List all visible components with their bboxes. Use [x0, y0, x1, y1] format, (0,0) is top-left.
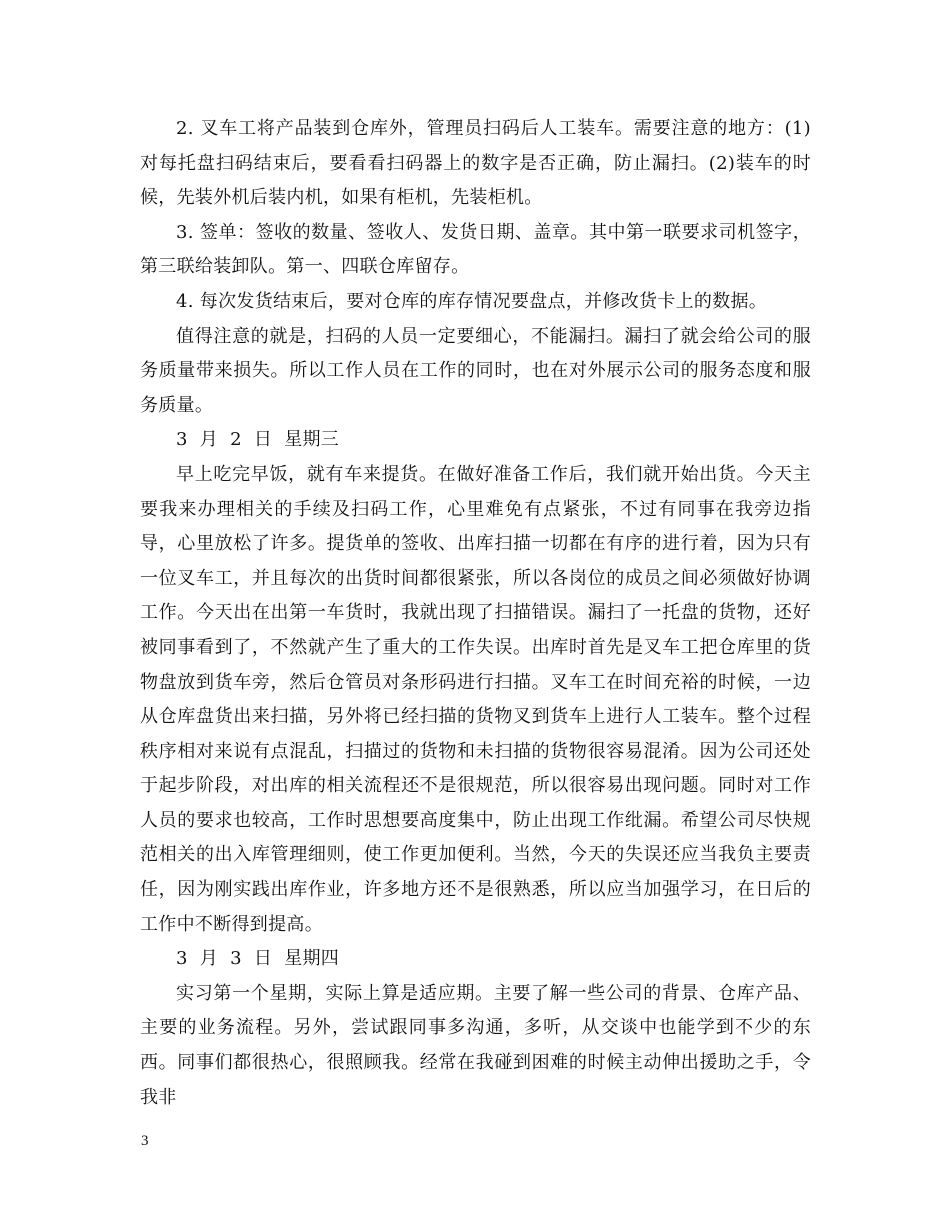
paragraph-step-3: 3. 签单：签收的数量、签收人、发货日期、盖章。其中第一联要求司机签字，第三联给装卸队。第一、四联仓库留存。	[140, 221, 811, 278]
paragraph-march-2: 早上吃完早饭，就有车来提货。在做好准备工作后，我们就开始出货。今天主要我来办理相关的手续及扫码工作，心里难免有点紧张，不过有同事在我旁边指导，心里放松了许多。提货单的签收、出库扫描一切都在有序的进行着，因为只有一位叉车工，并且每次的出货时间都很紧张，所以各岗位的成员之间必须做好协调工作。今天出在出第一车货时，我就出现了扫描错误。漏扫了一托盘的货物，还好被同事看到了，不然就产生了重大的工作失误。出库时首先是叉车工把仓库里的货物盘放到货车旁，然后仓管员对条形码进行扫描。叉车工在时间充裕的时候，一边从仓库盘货出来扫描，另外将已经扫描的货物叉到货车上进行人工装车。整个过程秩序相对来说有点混乱，扫描过的货物和未扫描的货物很容易混淆。因为公司还处于起步阶段，对出库的相关流程还不是很规范，所以很容易出现问题。同时对工作人员的要求也较高，工作时思想要高度集中，防止出现工作纰漏。希望公司尽快规范相关的出入库管理细则，使工作更加便利。当然，今天的失误还应当我负主要责任，因为刚实践出库作业，许多地方还不是很熟悉，所以应当加强学习，在日后的工作中不断得到提高。	[140, 463, 811, 935]
page-number: 3	[141, 1133, 149, 1149]
paragraph-note: 值得注意的就是，扫码的人员一定要细心，不能漏扫。漏扫了就会给公司的服务质量带来损失。所以工作人员在工作的同时，也在对外展示公司的服务态度和服务质量。	[140, 325, 811, 416]
paragraph-march-3: 实习第一个星期，实际上算是适应期。主要了解一些公司的背景、仓库产品、主要的业务流程。另外，尝试跟同事多沟通，多听，从交谈中也能学到不少的东西。同事们都很热心，很照顾我。经常在我碰到困难的时候主动伸出援助之手，令我非	[140, 982, 811, 1108]
paragraph-step-4: 4. 每次发货结束后，要对仓库的库存情况要盘点，并修改货卡上的数据。	[176, 290, 768, 312]
paragraph-step-2: 2. 叉车工将产品装到仓库外，管理员扫码后人工装车。需要注意的地方：(1) 对每托盘扫码结束后，要看看扫码器上的数字是否正确，防止漏扫。(2)装车的时候，先装外机后装内机，如果有柜机，先装柜机。	[140, 118, 811, 209]
body-text	[140, 112, 811, 1115]
date-heading-march-3: 3 月 3 日 星期四	[176, 948, 340, 970]
date-heading-march-2: 3 月 2 日 星期三	[176, 429, 340, 451]
